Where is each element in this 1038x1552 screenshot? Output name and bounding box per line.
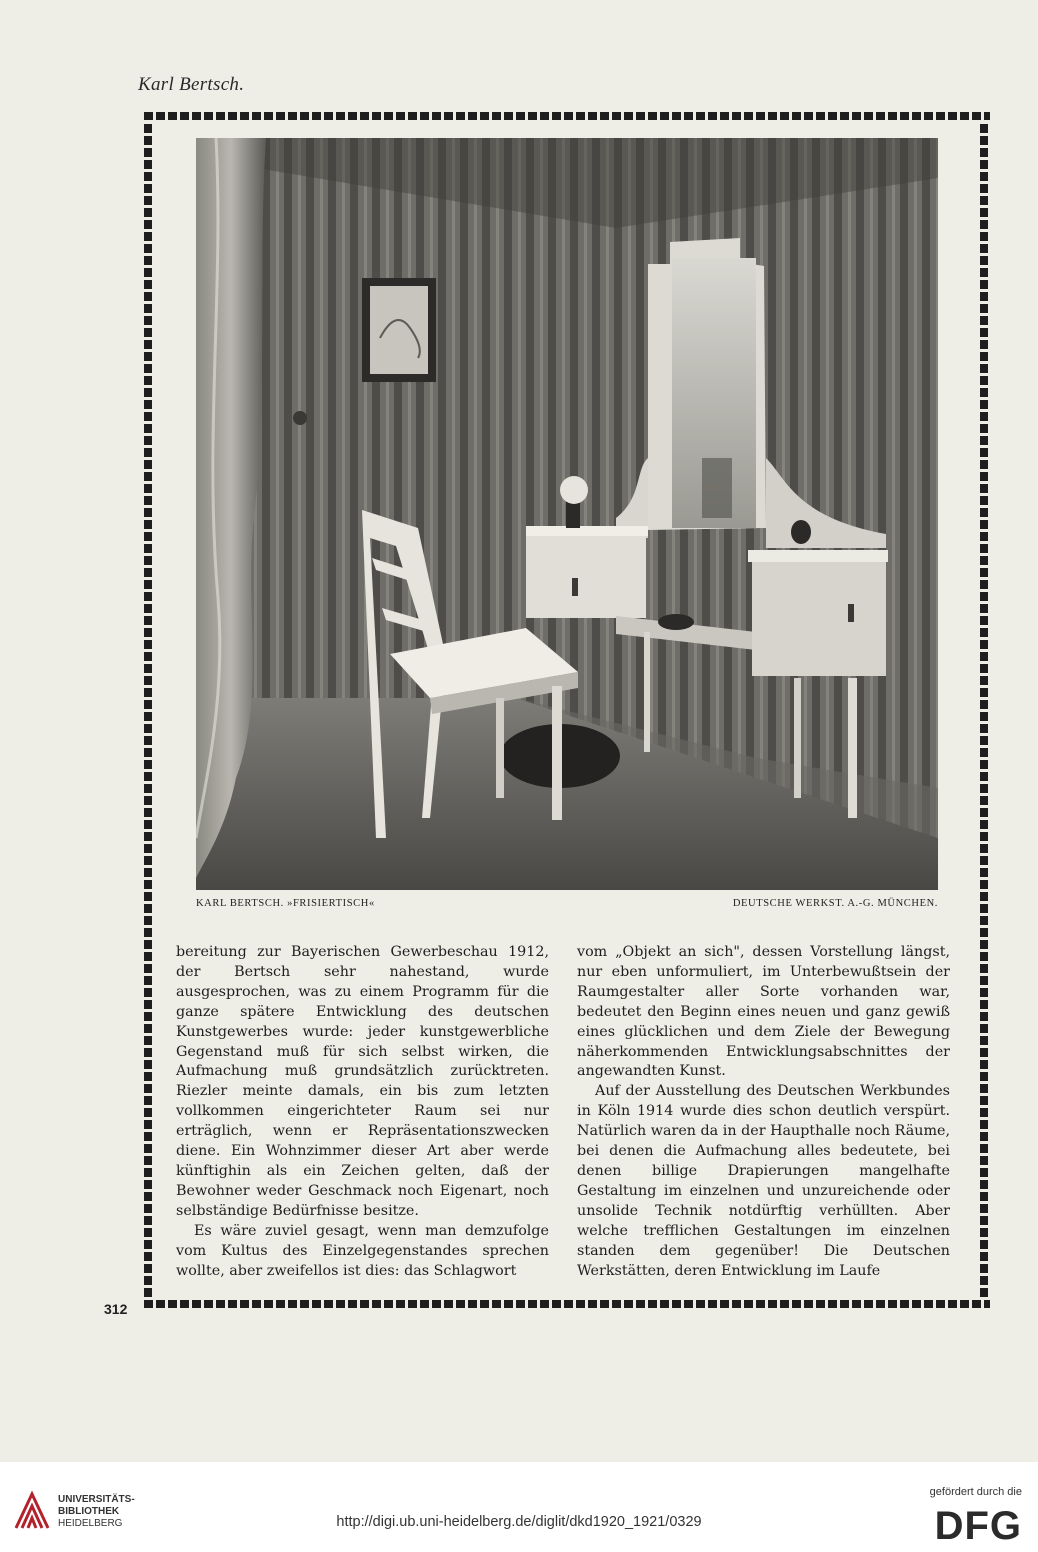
photo-caption-title: KARL BERTSCH. »FRISIERTISCH« (196, 898, 375, 909)
permalink-url[interactable]: http://digi.ub.uni-heidelberg.de/diglit/dkd1920_1921/0329 (336, 1514, 702, 1530)
library-name: UNIVERSITÄTS- BIBLIOTHEK HEIDELBERG (58, 1494, 135, 1529)
paragraph: bereitung zur Bayerischen Gewerbeschau 1912, der Bertsch sehr nahestand, wurde ausgesprochen, was zu einem Programm für die ganze spätere Entwicklung des deutschen Kunstgewerbes wurde: jeder kunstgewerbliche Gegenstand muß für sich selbst wirken, die Aufmachung muß grundsätzlich zurücktreten. Riezler meinte damals, ein bis zum letzten vollkommen eingerichteter Raum sei nur erträglich, wenn er Repräsentationszwecken diene. Ein Wohnzimmer dieser Art aber werde künftighin als ein Zeichen gelten, daß der Bewohner weder Geschmack noch Eigenart, noch selbständige Bedürfnisse besitze. (176, 944, 549, 1219)
funding-note: gefördert durch die (929, 1486, 1022, 1498)
digital-library-footer (0, 1462, 1038, 1552)
running-head: Karl Bertsch. (138, 74, 245, 95)
text-column-left (176, 943, 549, 1281)
text-column-right (577, 943, 950, 1281)
paragraph: Auf der Ausstellung des Deutschen Werkbundes in Köln 1914 wurde dies schon deutlich verspürt. Natürlich waren da in der Haupthalle noch Räume, bei denen die Aufmachung alles bedeutete, bei denen billige Drapierungen mangelhafte Gestaltung im einzelnen und unzureichende oder unsolide Technik notdürftig verhüllten. Aber welche trefflichen Gestaltungen im einzelnen standen dem gegenüber! Die Deutschen Werkstätten, deren Entwicklung im Laufe (577, 1083, 951, 1279)
paragraph: vom „Objekt an sich", dessen Vorstellung längst, nur eben unformuliert, im Unterbewußtsein der Raumgestalter aller Sorte vorhanden war, bedeutet den Beginn eines neuen und ganz gewiß eines glücklichen und dem Ziele der Bewegung näherkommenden Entwicklungsabschnittes der angewandten Kunst. (577, 944, 950, 1080)
dfg-logo: DFG (934, 1504, 1022, 1548)
paragraph: Es wäre zuviel gesagt, wenn man demzufolge vom Kultus des Einzelgegenstandes sprechen wollte, aber zweifellos ist dies: das Schlagwort (176, 1222, 549, 1279)
photo-caption-credit: DEUTSCHE WERKST. A.-G. MÜNCHEN. (732, 898, 938, 909)
page-number: 312 (104, 1301, 128, 1317)
dressing-table-photograph (196, 138, 938, 890)
